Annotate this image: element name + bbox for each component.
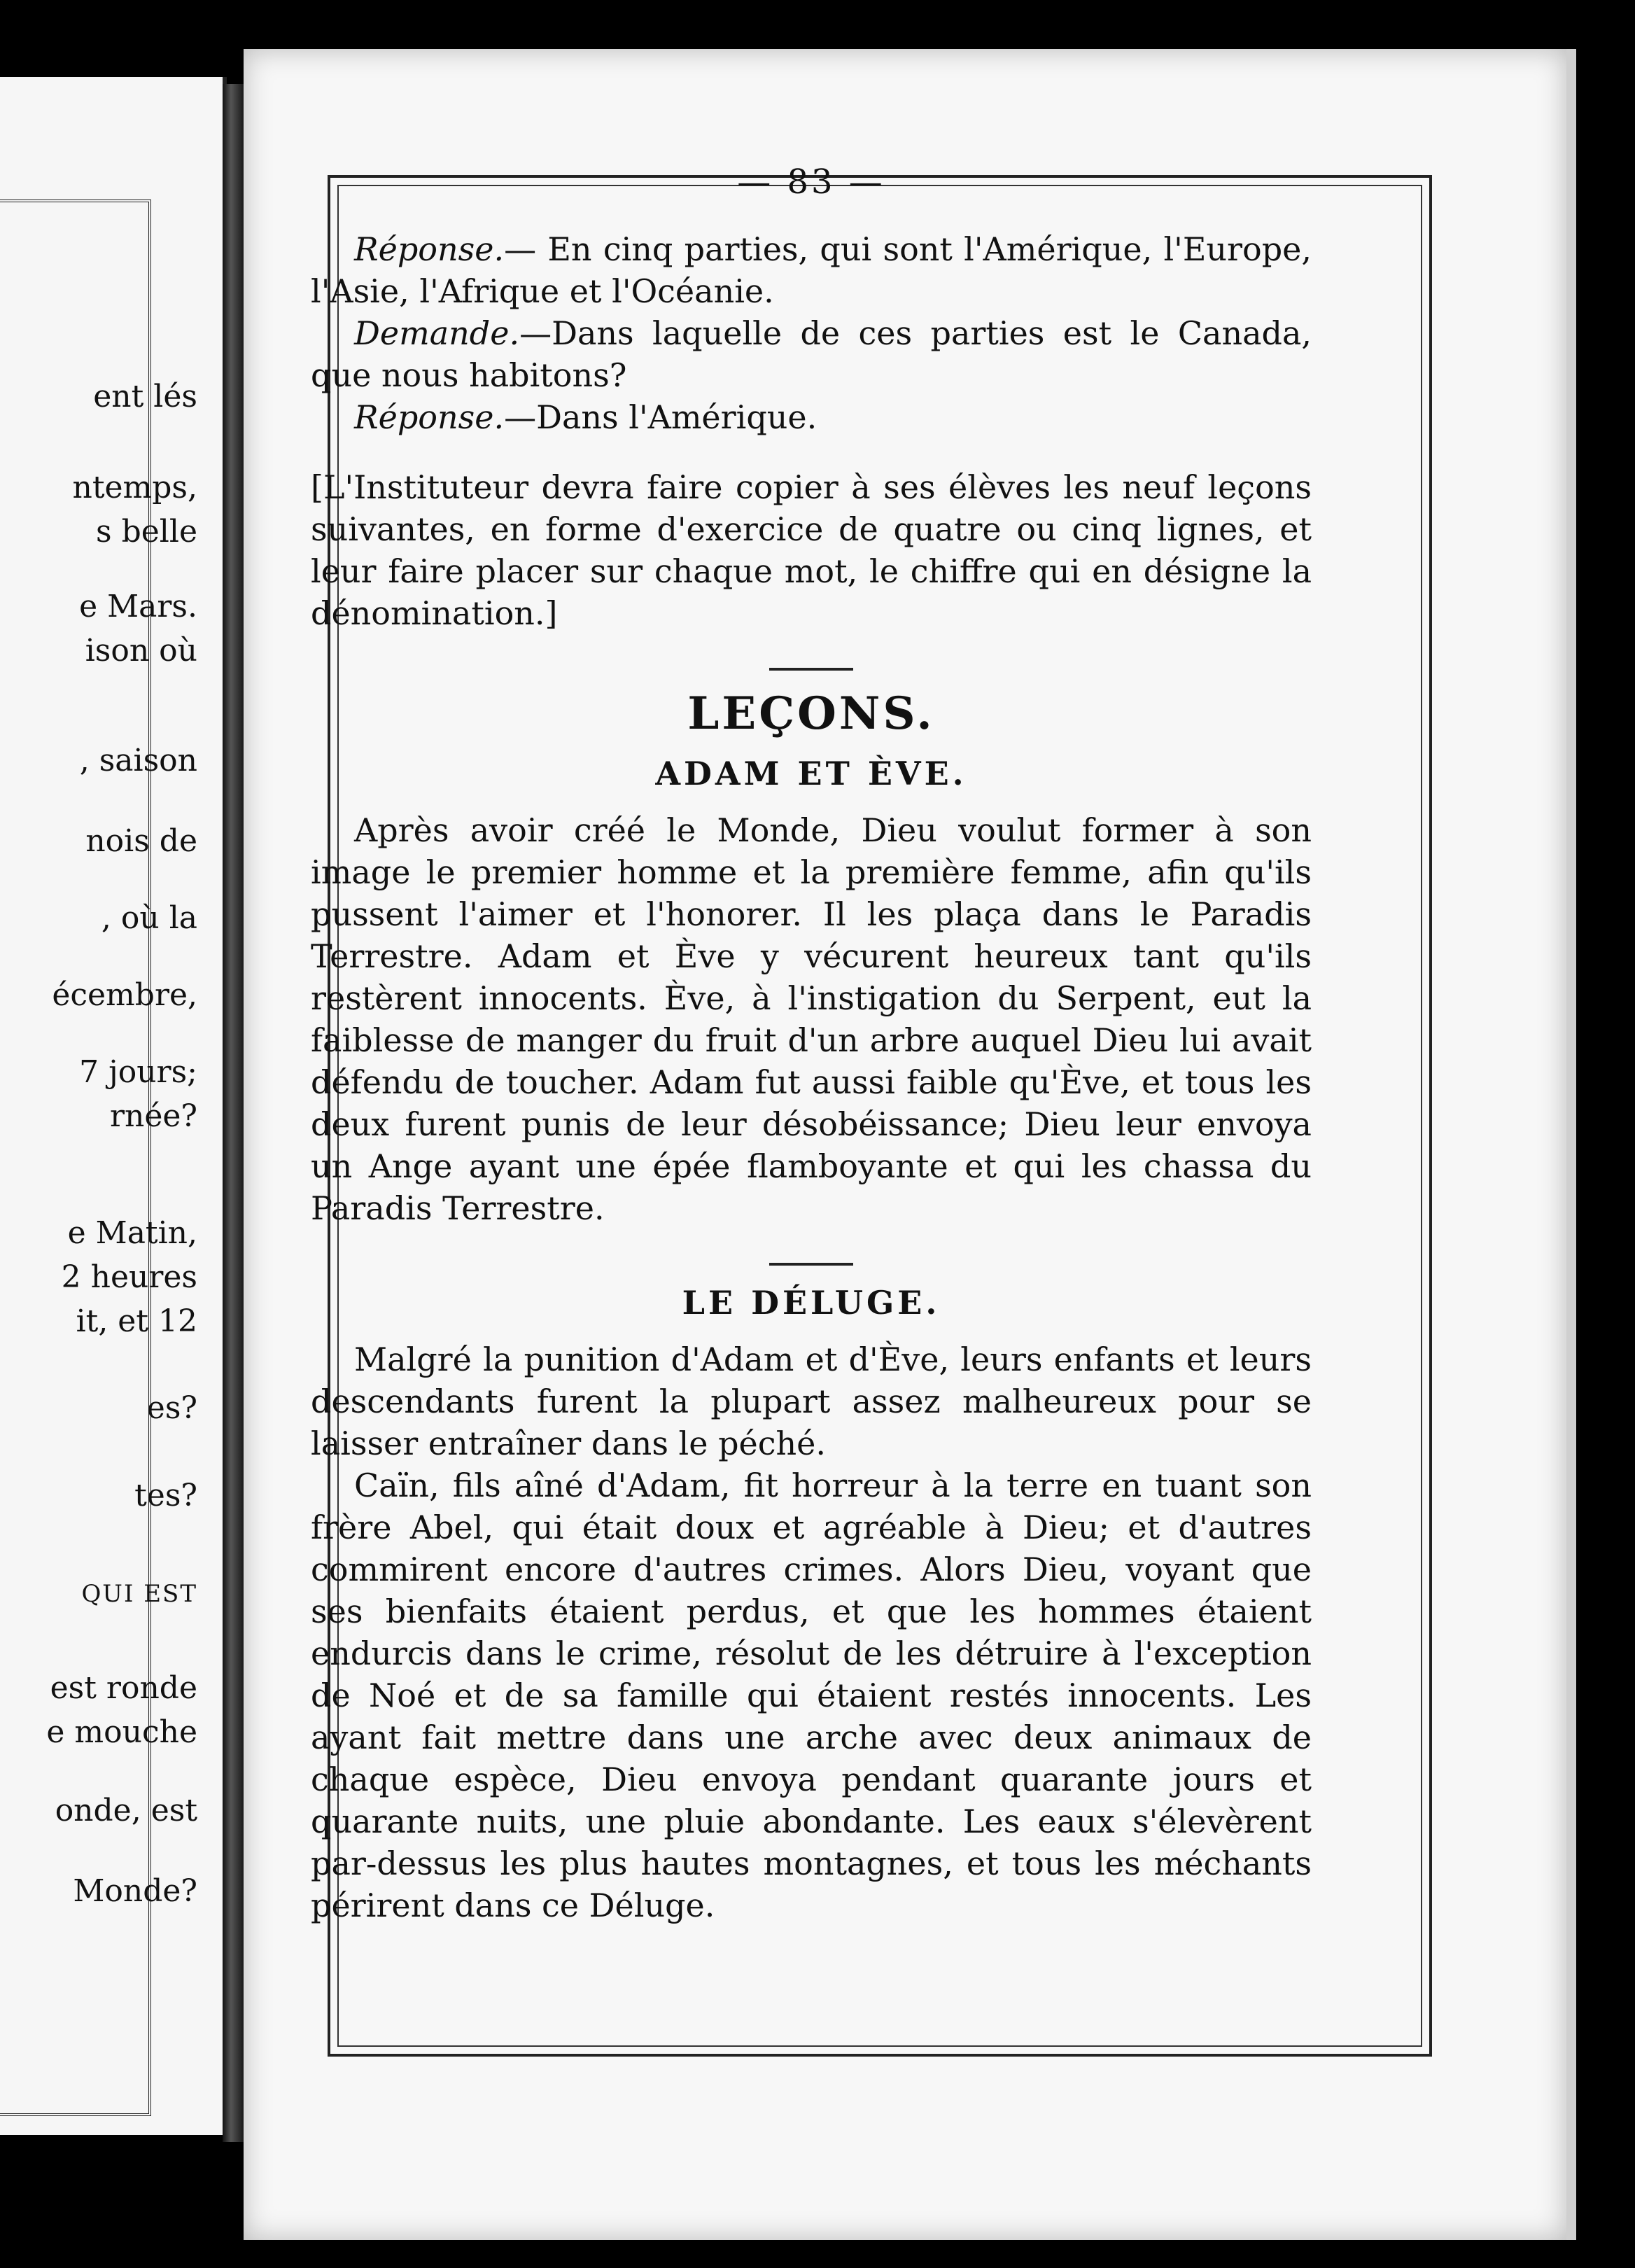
- facing-line: est ronde: [50, 1670, 197, 1706]
- qa-entry: [311, 396, 1312, 438]
- section-title: ADAM ET ÈVE.: [655, 755, 967, 792]
- qa-label: Réponse.: [354, 230, 505, 268]
- facing-line: 2 heures: [61, 1259, 197, 1295]
- facing-line: ent lés: [93, 379, 197, 414]
- section-paragraph: Caïn, fils aîné d'Adam, fit horreur à la terre en tuant son frère Abel, qui était doux et agréable à Dieu; et d'autres commirent encore d'autres crimes. Alors Dieu, voyant que ses bienfaits étaient perdus, et que les hommes étaient endurcis dans le crime, résolut de les détruire à l'exception de Noé et de sa famille qui étaient restés innocents. Les ayant fait mettre dans une arche avec deux animaux de chaque espèce, Dieu envoya pendant quarante jours et quarante nuits, une pluie abondante. Les eaux s'élevèrent par-dessus les plus hautes montagnes, et tous les méchants périrent dans ce Déluge.: [311, 1466, 1312, 1924]
- section-title: LE DÉLUGE.: [682, 1284, 941, 1322]
- facing-line: Monde?: [73, 1873, 197, 1909]
- facing-line: e mouche: [46, 1714, 197, 1750]
- facing-line: QUI EST: [81, 1580, 197, 1608]
- facing-line: es?: [146, 1390, 197, 1426]
- qa-text: —Dans l'Amérique.: [504, 398, 818, 436]
- facing-line: 7 jours;: [79, 1054, 197, 1090]
- qa-entry: [311, 312, 1312, 396]
- book-page-right: [244, 49, 1566, 2240]
- facing-line: , où la: [101, 900, 197, 936]
- qa-entry: [311, 228, 1312, 312]
- section-rule: [769, 1263, 853, 1266]
- facing-line: e Matin,: [67, 1215, 197, 1251]
- qa-label: Demande.: [354, 314, 520, 352]
- facing-line: ison où: [85, 633, 197, 668]
- facing-line: nois de: [85, 823, 197, 859]
- facing-line: , saison: [79, 743, 197, 778]
- qa-label: Réponse.: [354, 398, 505, 436]
- facing-line: s belle: [96, 514, 197, 550]
- lessons-title: LEÇONS.: [687, 687, 935, 740]
- section-paragraph: Malgré la punition d'Adam et d'Ève, leurs enfants et leurs descendants furent la plupart assez malheureux pour se laisser entraîner dans le péché.: [311, 1340, 1312, 1462]
- facing-line: e Mars.: [79, 589, 197, 624]
- facing-line: onde, est: [55, 1793, 197, 1828]
- section-rule: [769, 668, 853, 671]
- facing-page-left: [0, 77, 227, 2135]
- section-paragraph: Après avoir créé le Monde, Dieu voulut former à son image le premier homme et la première femme, afin qu'ils pussent l'aimer et l'honorer. Il les plaça dans le Paradis Terrestre. Adam et Ève y vécurent heureux tant qu'ils restèrent innocents. Ève, à l'instigation du Serpent, eut la faiblesse de manger du fruit d'un arbre auquel Dieu lui avait défendu de toucher. Adam fut aussi faible qu'Ève, et tous les deux furent punis de leur désobéissance; Dieu leur envoya un Ange ayant une épée flamboyante et qui les chassa du Paradis Terrestre.: [311, 811, 1312, 1227]
- facing-line: écembre,: [52, 977, 197, 1013]
- qa-text: —Dans laquelle de ces parties est le Canada, que nous habitons?: [311, 314, 1312, 394]
- facing-line: rnée?: [109, 1098, 197, 1134]
- page-number: — 83 —: [737, 162, 885, 202]
- page-edge: [1566, 49, 1576, 2240]
- facing-line: ntemps,: [72, 470, 197, 505]
- book-spine: [223, 84, 244, 2142]
- facing-line: tes?: [134, 1478, 197, 1513]
- page-content: [311, 161, 1312, 1926]
- facing-line: it, et 12: [76, 1303, 197, 1339]
- teacher-instruction: [L'Instituteur devra faire copier à ses élèves les neuf leçons suivantes, en forme d'exercice de quatre ou cinq lignes, et leur faire placer sur chaque mot, le chiffre qui en désigne la dénomination.]: [311, 468, 1312, 632]
- qa-text: — En cinq parties, qui sont l'Amérique, l'Europe, l'Asie, l'Afrique et l'Océanie.: [311, 230, 1312, 310]
